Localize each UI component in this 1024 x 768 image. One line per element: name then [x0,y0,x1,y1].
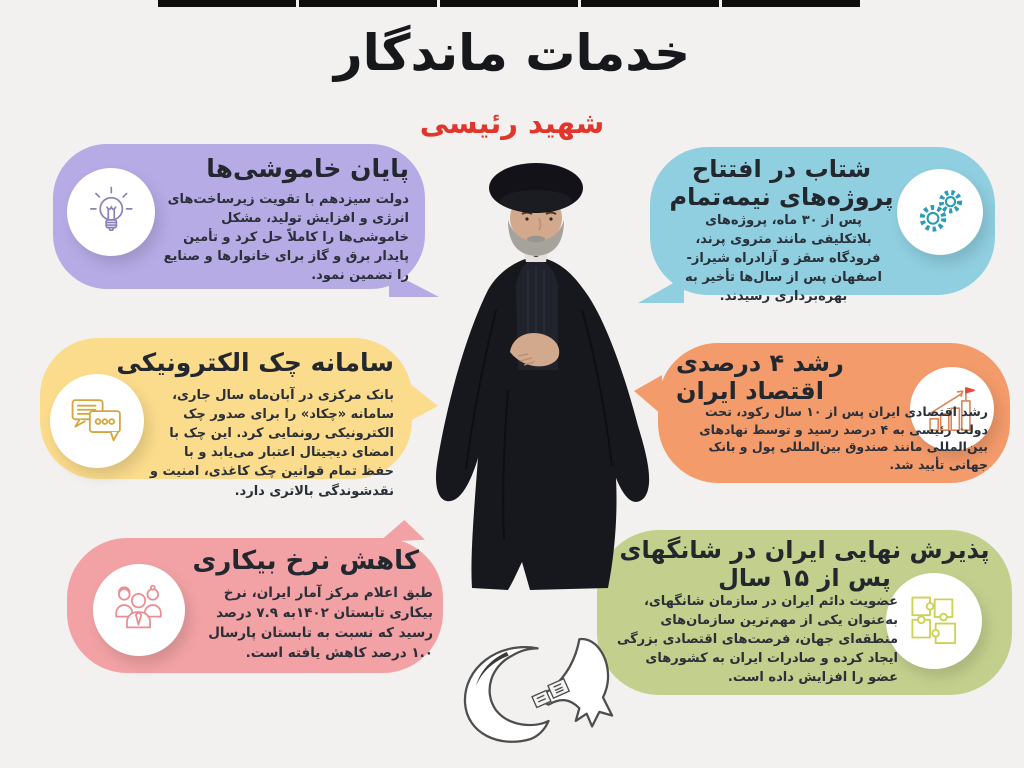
lightbulb-icon [84,185,139,240]
card-body: طبق اعلام مرکز آمار ایران، نرخ بیکاری تابستان ۱۴۰۲به ۷.۹ درصد رسید که نسبت به تابستان پارسال ۱.۰ درصد کاهش یافته است. [208,585,433,661]
progress-segment [299,0,437,7]
puzzle-icon [904,591,964,651]
raisi-photo [412,160,668,600]
card-unfinished-projects [650,147,995,305]
card-body: عضویت دائم ایران در سازمان شانگهای، به‌عنوان یکی از مهم‌ترین سازمان‌های منطقه‌ای جهان، فرصت‌های اقتصادی بزرگی ایجاد کرده و صادرات ایران به کشورهای عضو را افزایش داده است. [616,594,898,686]
card-body: پس از ۳۰ ماه، پروژه‌های بلاتکلیفی مانند متروی پرند، فرودگاه سقز و آزادراه شیراز-اصفهان پس از سال‌ها تأخیر به بهره‌برداری رسیدند. [685,213,882,305]
icon-circle [67,168,155,256]
card-body: رشد اقتصادی ایران پس از ۱۰ سال رکود، تحت دولت رئیسی به ۴ درصد رسید و توسط نهادهای بین‌المللی مانند صندوق بین‌المللی پول و بانک جهانی تأیید شد. [699,404,988,472]
logo-sketch [438,632,630,750]
card-electronic-check [40,338,412,499]
chat-bubbles-icon [68,392,126,450]
progress-segment [158,0,296,7]
icon-circle [93,564,185,656]
card-body: بانک مرکزی در آبان‌ماه سال جاری، سامانه «چکاد» را برای صدور چک الکترونیکی رونمایی کرد. این چک با امضای دیجیتال اعتبار می‌یابد و با حفظ تمام قوانین چک کاغذی، امنیت و نقدشوندگی بالاتری دارد. [149,388,394,499]
card-end-of-blackouts [53,144,425,289]
card-title: کاهش نرخ بیکاری [192,546,419,576]
page-title: خدمات ماندگار [333,24,691,82]
card-title: سامانه چک الکترونیکی [116,348,394,377]
progress-segment [722,0,860,7]
icon-circle [897,169,983,255]
gears-icon [913,185,966,238]
icon-circle [50,374,144,468]
card-title: پایان خاموشی‌ها [206,154,409,183]
progress-bar [158,0,860,7]
card-body: دولت سیزدهم با تقویت زیرساخت‌های انرژی و افزایش تولید، مشکل خاموشی‌ها را کاملاً حل کرد و تأمین پایدار برق و گاز برای خانوارها و صنایع را تضمین نمود. [163,192,409,284]
progress-segment [581,0,719,7]
card-title: رشد ۴ درصدی اقتصاد ایران [676,349,844,406]
page-subtitle: شهید رئیسی [419,106,605,140]
people-icon [110,581,167,638]
card-title: شتاب در افتتاح پروژه‌های نیمه‌تمام [669,155,894,212]
card-title: پذیرش نهایی ایران در شانگهای پس از ۱۵ سال [619,536,990,593]
card-economic-growth [658,343,1010,483]
card-unemployment-drop [67,538,443,673]
progress-segment [440,0,578,7]
